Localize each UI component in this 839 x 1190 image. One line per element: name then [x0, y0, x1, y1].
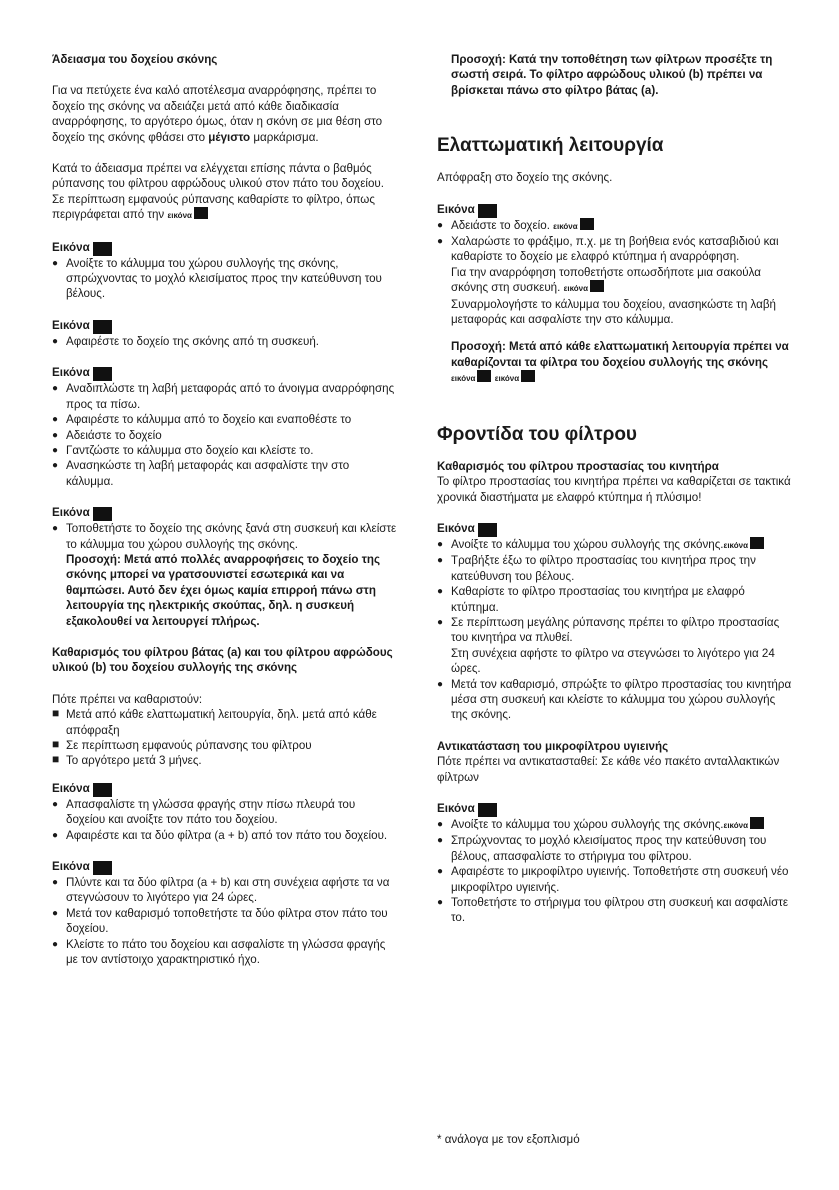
- figure-label: Εικόνα: [52, 505, 397, 521]
- empty-dust-container-title: Άδειασμα του δοχείου σκόνης: [52, 53, 218, 66]
- list-item: ● Τραβήξτε έξω το φίλτρο προστασίας του κινητήρα προς την κατεύθυνση του βέλους.: [437, 553, 792, 584]
- figure-placeholder-icon: [478, 204, 497, 218]
- figure-placeholder-icon: [750, 537, 764, 549]
- right-column: [437, 52, 792, 926]
- figure-placeholder-icon: [93, 242, 112, 256]
- when-title: Πότε πρέπει να καθαριστούν:: [52, 692, 203, 706]
- figure-placeholder-icon: [93, 507, 112, 521]
- figure-label: Εικόνα: [52, 318, 397, 334]
- steps-list: [52, 256, 397, 302]
- list-item: ● Απασφαλίστε τη γλώσσα φραγής στην πίσω πλευρά του δοχείου και ανοίξτε τον πάτο του δοχείου.: [52, 797, 397, 828]
- when-list: [52, 707, 397, 769]
- figure-placeholder-icon: [580, 218, 594, 230]
- figure-placeholder-icon: [477, 370, 491, 382]
- list-item: ● Τοποθετήστε το στήριγμα του φίλτρου στη συσκευή και ασφαλίστε το.: [437, 895, 792, 926]
- steps-list: [437, 218, 792, 265]
- figure-placeholder-icon: [521, 370, 535, 382]
- figure-placeholder-icon: [478, 523, 497, 537]
- left-column: [52, 52, 397, 967]
- fault-note: Προσοχή: Μετά από κάθε ελαττωματική λειτουργία πρέπει να καθαρίζονται τα φίλτρα του δοχείου συλλογής της σκόνης εικόνα εικόνα: [451, 340, 789, 384]
- list-item: ● Ανοίξτε το κάλυμμα του χώρου συλλογής της σκόνης.εικόνα: [437, 817, 792, 833]
- empty-paragraph-3: Σε περίπτωση εμφανούς ρύπανσης καθαρίστε το φίλτρο, όπως περιγράφεται από την εικόνα: [52, 192, 375, 222]
- figure-placeholder-icon: [93, 783, 112, 797]
- empty-paragraph-1: Για να πετύχετε ένα καλό αποτέλεσμα αναρρόφησης, πρέπει το δοχείο της σκόνης να αδειάζει μετά από κάθε διαδικασία αναρρόφησης, το αργότερο όμως, όταν η σκόνη σε μια θέση στο δοχείο της σκόνης φθάσει στο μέγιστο μαρκάρισμα.: [52, 84, 383, 144]
- steps-list: [52, 381, 397, 489]
- list-item: ● Τοποθετήστε το δοχείο της σκόνης ξανά στη συσκευή και κλείστε το κάλυμμα του χώρου συλλογής της σκόνης.: [52, 521, 397, 552]
- list-item: ● Καθαρίστε το φίλτρο προστασίας του κινητήρα με ελαφρό κτύπημα.: [437, 584, 792, 615]
- figure-placeholder-icon: [93, 320, 112, 334]
- fault-step-extra: Για την αναρρόφηση τοποθετήστε οπωσδήποτε μια σακούλα σκόνης στη συσκευή. εικόνα: [451, 265, 761, 295]
- figure-label: Εικόνα: [437, 521, 792, 537]
- list-item: ● Μετά τον καθαρισμό, σπρώξτε το φίλτρο προστασίας του κινητήρα μέσα στη συσκευή και κλείστε το κάλυμμα του χώρου συλλογής της σκόνης.: [437, 677, 792, 723]
- steps-list: [52, 334, 397, 349]
- steps-list: [52, 797, 397, 843]
- list-item: ● Αφαιρέστε το δοχείο της σκόνης από τη συσκευή.: [52, 334, 397, 349]
- list-item: ● Μετά τον καθαρισμό τοποθετήστε τα δύο φίλτρα στον πάτο του δοχείου.: [52, 906, 397, 937]
- attention-note: Προσοχή: Μετά από πολλές αναρροφήσεις το δοχείο της σκόνης μπορεί να γρατσουνιστεί εσωτερικά και να θαμπώσει. Αυτό δεν έχει όμως καμία επιρροή πάνω στη λειτουργία της ηλεκτρικής σκούπας, δηλ. η συσκευή εξακολουθεί να λειτουργεί πλήρως.: [66, 552, 380, 628]
- list-item: ● Πλύντε και τα δύο φίλτρα (a + b) και στη συνέχεια αφήστε τα να στεγνώσουν το λιγότερο για 24 ώρες.: [52, 875, 397, 906]
- steps-list: [52, 875, 397, 967]
- micro-filter-paragraph: Πότε πρέπει να αντικατασταθεί: Σε κάθε νέο πακέτο ανταλλακτικών φίλτρων: [437, 755, 780, 784]
- list-item: ● Ανασηκώστε τη λαβή μεταφοράς και ασφαλίστε την στο κάλυμμα.: [52, 458, 397, 489]
- list-item: ● Ανοίξτε το κάλυμμα του χώρου συλλογής της σκόνης.εικόνα: [437, 537, 792, 553]
- list-item: ● Αναδιπλώστε τη λαβή μεταφοράς από το άνοιγμα αναρρόφησης προς τα πίσω.: [52, 381, 397, 412]
- fault-step-extra: Συναρμολογήστε το κάλυμμα του δοχείου, ανασηκώστε τη λαβή μεταφοράς και ασφαλίστε την στο κάλυμμα.: [451, 297, 776, 327]
- figure-label: Εικόνα: [52, 240, 397, 256]
- filter-cleaning-title: Καθαρισμός του φίλτρου βάτας (a) και του φίλτρου αφρώδους υλικού (b) του δοχείου συλλογής της σκόνης: [52, 645, 393, 675]
- list-item: ● Αφαιρέστε το κάλυμμα από το δοχείο και εναποθέστε το: [52, 412, 397, 427]
- list-item: ● Σε περίπτωση μεγάλης ρύπανσης πρέπει το φίλτρο προστασίας του κινητήρα να πλυθεί. Στη συνέχεια αφήστε το φίλτρο να στεγνώσει το λιγότερο για 24 ώρες.: [437, 615, 792, 677]
- figure-placeholder-icon: [194, 207, 208, 219]
- figure-placeholder-icon: [93, 861, 112, 875]
- motor-filter-paragraph: Το φίλτρο προστασίας του κινητήρα πρέπει να καθαρίζεται σε τακτικά χρονικά διαστήματα με ελαφρό κτύπημα ή πλύσιμο!: [437, 475, 791, 504]
- attention-note: Προσοχή: Κατά την τοποθέτηση των φίλτρων προσέξτε τη σωστή σειρά. Το φίλτρο αφρώδους υλικού (b) πρέπει να βρίσκεται πάνω στο φίλτρο βάτας (a).: [451, 53, 773, 97]
- list-item: ● Ανοίξτε το κάλυμμα του χώρου συλλογής της σκόνης, σπρώχνοντας το μοχλό κλεισίματος προς την κατεύθυνση του βέλους.: [52, 256, 397, 302]
- fault-section-title: Ελαττωματική λειτουργία: [437, 135, 664, 157]
- steps-list: [437, 537, 792, 723]
- steps-list: [52, 521, 397, 552]
- micro-filter-title: Αντικατάσταση του μικροφίλτρου υγιεινής: [437, 739, 669, 753]
- figure-label: Εικόνα: [437, 801, 792, 817]
- filter-care-title: Φροντίδα του φίλτρου: [437, 423, 637, 445]
- figure-label: Εικόνα: [437, 202, 792, 218]
- footnote: * ανάλογα με τον εξοπλισμό: [437, 1133, 580, 1146]
- list-item: ■ Σε περίπτωση εμφανούς ρύπανσης του φίλτρου: [52, 738, 397, 753]
- empty-paragraph-2: Κατά το άδειασμα πρέπει να ελέγχεται επίσης πάντα ο βαθμός ρύπανσης του φίλτρου αφρώδους υλικού στον πάτο του δοχείου.: [52, 162, 384, 191]
- list-item: ● Γαντζώστε το κάλυμμα στο δοχείο και κλείστε το.: [52, 443, 397, 458]
- figure-label: Εικόνα: [52, 859, 397, 875]
- steps-list: [437, 817, 792, 926]
- figure-label: Εικόνα: [52, 781, 397, 797]
- list-item: ● Αφαιρέστε και τα δύο φίλτρα (a + b) από τον πάτο του δοχείου.: [52, 828, 397, 843]
- list-item: ● Αδειάστε το δοχείο. εικόνα: [437, 218, 792, 234]
- figure-placeholder-icon: [478, 803, 497, 817]
- fault-intro: Απόφραξη στο δοχείο της σκόνης.: [437, 171, 613, 185]
- list-item: ● Σπρώχνοντας το μοχλό κλεισίματος προς την κατεύθυνση του βέλους, απασφαλίστε το στήριγμα του φίλτρου.: [437, 833, 792, 864]
- figure-placeholder-icon: [590, 280, 604, 292]
- motor-filter-title: Καθαρισμός του φίλτρου προστασίας του κινητήρα: [437, 459, 719, 473]
- list-item: ● Αφαιρέστε το μικροφίλτρο υγιεινής. Τοποθετήστε στη συσκευή νέο μικροφίλτρο υγιεινής.: [437, 864, 792, 895]
- list-item: ● Κλείστε το πάτο του δοχείου και ασφαλίστε τη γλώσσα φραγής με τον αντίστοιχο χαρακτηριστικό ήχο.: [52, 937, 397, 968]
- list-item: ● Αδειάστε το δοχείο: [52, 428, 397, 443]
- list-item: ■ Το αργότερο μετά 3 μήνες.: [52, 753, 397, 768]
- list-item: ● Χαλαρώστε το φράξιμο, π.χ. με τη βοήθεια ενός κατσαβιδιού και καθαρίστε το δοχείο με ελαφρό κτύπημα ή αναρρόφηση.: [437, 234, 792, 265]
- figure-placeholder-icon: [750, 817, 764, 829]
- figure-placeholder-icon: [93, 367, 112, 381]
- figure-label: Εικόνα: [52, 365, 397, 381]
- list-item: ■ Μετά από κάθε ελαττωματική λειτουργία, δηλ. μετά από κάθε απόφραξη: [52, 707, 397, 738]
